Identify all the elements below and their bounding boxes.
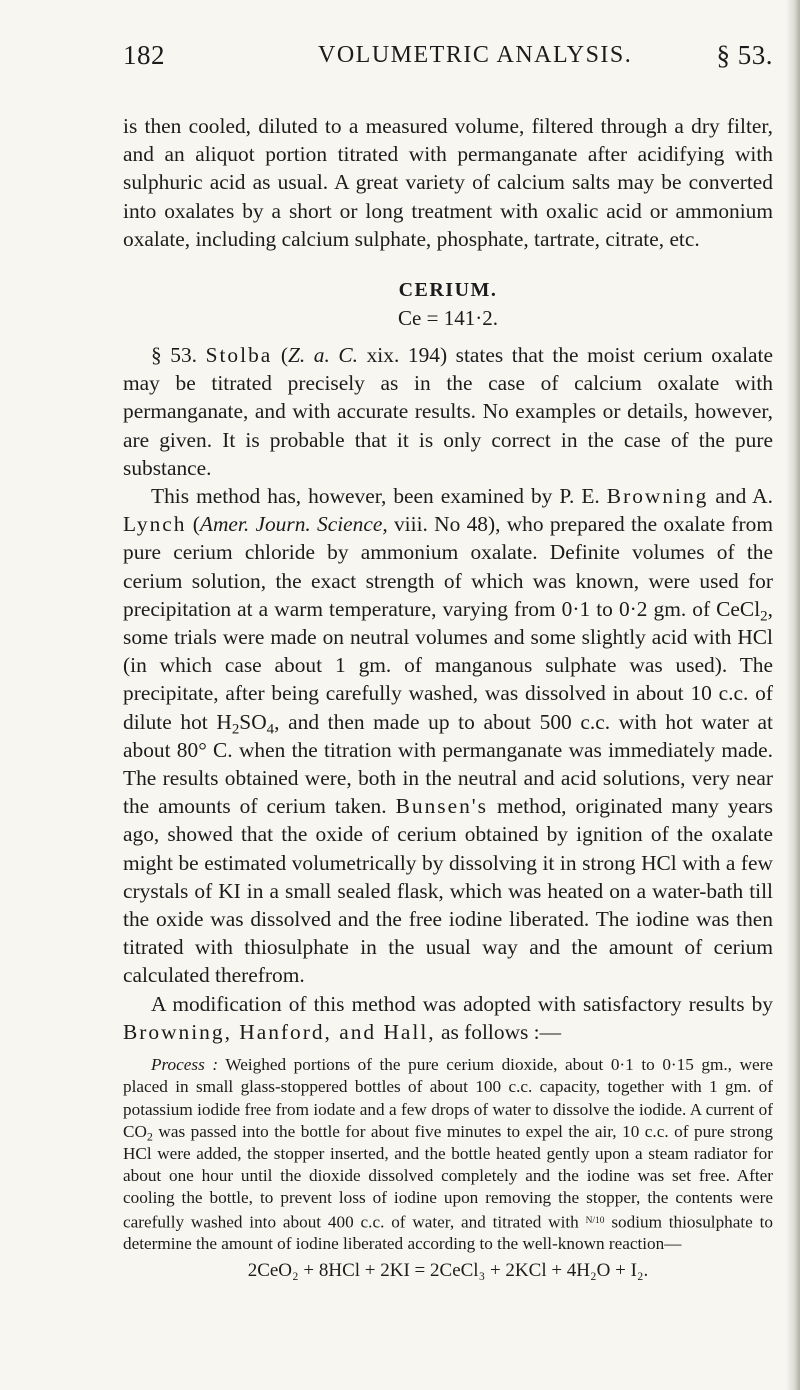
- journal-ref: Z. a. C.: [287, 343, 359, 368]
- process-label: Process :: [151, 1055, 219, 1075]
- text-run: Weighed portions of the pure cerium dioxide, about 0·1 to 0·15 gm., were placed in small glass-stoppered bottles of about 100 c.c. capacity, together with 1 gm. of potassium iodide free from iodate and a few drops of water to dissolve the iodide. A current of CO: [123, 1055, 773, 1141]
- text-run: was passed into the bottle for about five minutes to expel the air, 10 c.c. of pure strong HCl were added, the stopper inserted, and the bottle heated gently upon a steam radiator for about one hour until the dioxide dissolved completely and the iodine was set free. After cooling the bottle, to prevent loss of iodine upon removing the stopper, the contents were carefully washed into about 400 c.c. of water, and titrated with: [123, 1121, 773, 1232]
- intro-paragraph: is then cooled, diluted to a measured volume, filtered through a dry filter, and an aliquot portion titrated with permanganate after acidifying with sulphuric acid as usual. A great variety of calcium salts may be converted into oxalates by a short or long treatment with oxalic acid or ammonium oxalate, including calcium sulphate, phosphate, tartrate, citrate, etc.: [123, 114, 773, 251]
- modification-paragraph: [123, 990, 773, 1046]
- text-run: as follows :—: [441, 1019, 562, 1044]
- reaction-equation: 2CeO₂ + 8HCl + 2KI = 2CeCl₃ + 2KCl + 4H₂O + I₂.: [247, 1259, 649, 1281]
- author-browning: Browning: [606, 484, 709, 509]
- process-block: [123, 1054, 773, 1284]
- text-run: , some trials were made on neutral volumes and some slightly acid with HCl (in which case about 1 gm. of manganous sulphate was used). The precipitate, after being carefully washed, was dissolved in about 10 c.c. of dilute hot H: [123, 596, 773, 734]
- authors-browning-hanford-hall: Browning, Hanford, and Hall,: [123, 1019, 436, 1044]
- subscript: 2: [760, 608, 768, 625]
- author-stolba: Stolba: [205, 343, 273, 368]
- subscript: 2: [231, 721, 240, 738]
- browning-paragraph: This method has, however, been examined by P. E. Browning and A. Lynch (Amer. Journ. Science, viii. No 48), who prepared the oxalate from pure cerium chloride by ammonium oxalate. Definite volumes of the cerium solution, the exact strength of which was known, were used for precipitation at a warm temperature, varying from 0·1 to 0·2 gm. of CeCl$_2$, some trials were made on neutral volumes and some slightly acid with HCl (in which case about 1 gm. of manganous sulphate was used). The precipitate, after being carefully washed, was dissolved in about 10 c.c. of dilute hot $H_2SO_4$, and then made up to about 500 c.c. with hot water at about 80° C. when the titration with permanganate was immediately made. The results obtained were, both in the neutral and acid solutions, very near the amounts of cerium taken. Bunsen's method, originated many years ago, showed that the oxide of cerium obtained by ignition of the oxalate might be estimated volumetrically by dissolving it in strong HCl with a few crystals of KI in a small sealed flask, which was heated on a water-bath till the oxide was dissolved and the free iodine liberated. The iodine was then titrated with thiosulphate in the usual way and the amount of cerium calculated therefrom.: [123, 484, 773, 988]
- atomic-weight: Ce = 141·2.: [398, 306, 498, 331]
- text-run: , and then made up to about 500 c.c. with hot water at about 80° C. when the titration with permanganate was immediately made. The results obtained were, both in the neutral and acid solutions, very near the amounts of cerium taken.: [123, 709, 773, 819]
- running-header: [123, 40, 773, 80]
- text-run: SO: [239, 709, 267, 734]
- running-title: VOLUMETRIC ANALYSIS.: [318, 42, 633, 68]
- text-run: and A.: [715, 484, 773, 509]
- page-edge-shadow: [786, 0, 800, 1390]
- author-bunsen: Bunsen's: [395, 794, 488, 819]
- text-run: sodium thiosulphate to determine the amount of iodine liberated according to the well-known reaction—: [123, 1212, 774, 1254]
- subscript: 4: [266, 721, 275, 738]
- text-run: viii. No 48), who prepared the oxalate from pure cerium chloride by ammonium oxalate. Definite volumes of the cerium solution, the exact strength of which was known, were used for precipitation at a warm temperature, varying from 0·1 to 0·2 gm. of CeCl: [123, 512, 773, 621]
- page-number: 182: [123, 40, 165, 70]
- section-heading: CERIUM.: [398, 279, 498, 302]
- journal-ref: Amer. Journ. Science,: [199, 512, 388, 537]
- text-run: A modification of this method was adopted with satisfactory results by: [151, 991, 773, 1016]
- section-mark: § 53.: [151, 343, 198, 368]
- author-lynch: Lynch: [123, 512, 187, 537]
- text-run: method, originated many years ago, showed that the oxide of cerium obtained by ignition of the oxalate might be estimated volumetrically by dissolving it in strong HCl with a few crystals of KI in a small sealed flask, which was heated on a water-bath till the oxide was dissolved and the free iodine liberated. The iodine was then titrated with thiosulphate in the usual way and the amount of cerium calculated therefrom.: [123, 794, 773, 988]
- normal-fraction: N/10: [585, 1215, 605, 1226]
- page-body: [123, 112, 773, 1284]
- process-paragraph: [123, 1054, 773, 1256]
- stolba-text: xix. 194) states that the moist cerium oxalate may be titrated precisely as in the case of calcium oxalate with permanganate, and with accurate results. No examples or details, however, are given. It is probable that it is only correct in the case of the pure substance.: [123, 343, 773, 480]
- stolba-paragraph: § 53. Stolba (Z. a. C. xix. 194) states that the moist cerium oxalate may be titrated precisely as in the case of calcium oxalate with permanganate, and with accurate results. No examples or details, however, are given. It is probable that it is only correct in the case of the pure substance.: [123, 343, 773, 480]
- text-run: This method has, however, been examined by P. E.: [151, 484, 600, 509]
- section-number: § 53.: [716, 40, 773, 70]
- subscript: 2: [146, 1129, 153, 1144]
